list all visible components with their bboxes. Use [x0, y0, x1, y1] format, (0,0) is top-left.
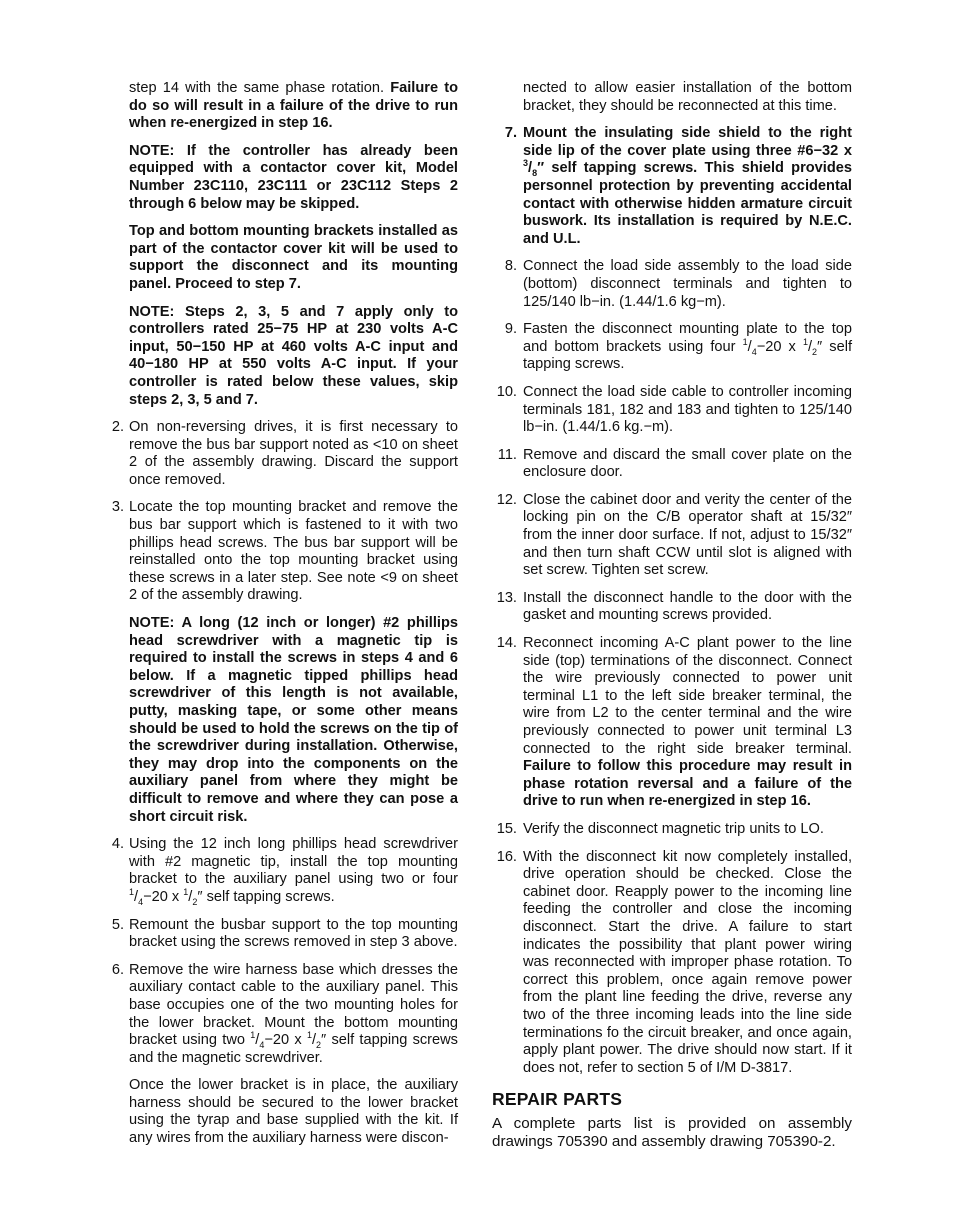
step-text: With the disconnect kit now completely installed, drive operation should be checked. Close the cabinet door. Reapply power to the incoming line feeding the controller and close the incoming disconnect. Start the drive. A failure to start indicates the possibility that plant power wiring was reconnected with improper phase rotation. To correct this problem, once again remove power from the plant line feeding the drive, reverse any two of the three incoming leads into the line side terminations fo the circuit breaker, and once again, apply plant power. The drive should now start. If it does not, refer to section 5 of I/M D-3817.: [523, 848, 852, 1076]
step-5: [106, 917, 458, 952]
step-text: Close the cabinet door and verity the center of the locking pin on the C/B operator shaft at 15/32″ from the inner door surface. If not, adjust to 15/32″ and then turn shaft CCW until slot is aligned with set screw. Tighten set screw.: [523, 491, 852, 579]
step-14: 14. Reconnect incoming A-C plant power to the line side (top) terminations of the disconnect. Connect the wire previously connected to power unit terminal L1 to the left side breaker terminal, the wire from L2 to the center terminal and the wire previously connected to power unit terminal L3 connected to the right side breaker terminal. Failure to follow this procedure may result in phase rotation reversal and a failure of the drive to run when re-energized in step 16.: [492, 635, 852, 811]
note-ratings: NOTE: Steps 2, 3, 5 and 7 apply only to controllers rated 25−75 HP at 230 volts A-C input, 50−150 HP at 460 volts A-C input and 40−180 HP at 550 volts A-C input. If your controller is rated below these values, skip steps 2, 3, 5 and 7.: [129, 303, 458, 408]
step-6: 6. Remove the wire harness base which dresses the auxiliary contact cable to the auxiliary panel. This base occupies one of the two mounting holes for the lower bracket. Mount the bottom mounting bracket using two $^1/_4-20$ x $^1/_2''$ self tapping screws and the magnetic screwdriver.: [106, 962, 458, 1068]
step-7: 7. Mount the insulating side shield to the right side lip of the cover plate using three #6−32 x $^3/_8''$ self tapping screws. This shield provides personnel protection by preventing accidental contact with otherwise hidden armature circuit buswork. Its installation is required by N.E.C. and U.L.: [492, 125, 852, 248]
step-9: 9. Fasten the disconnect mounting plate to the top and bottom brackets using four $^1/_4-20$ x $^1/_2''$ self tapping screws.: [492, 321, 852, 374]
step-number: 3.: [111, 499, 124, 516]
step-number: 14.: [496, 635, 517, 652]
repair-parts-heading: REPAIR PARTS: [492, 1089, 623, 1110]
step-8: [492, 258, 852, 311]
step-number: 4.: [111, 836, 124, 853]
step-number: 7.: [504, 125, 517, 142]
repair-parts-text: A complete parts list is provided on assembly drawings 705390 and assembly drawing 705390-2.: [492, 1114, 852, 1151]
step-10: [492, 384, 852, 437]
step-number: 10.: [496, 383, 517, 400]
step-number: 6.: [111, 961, 124, 978]
step-13: [492, 590, 852, 625]
step-12: [492, 492, 852, 580]
note-screwdriver: NOTE: A long (12 inch or longer) #2 phillips head screwdriver with a magnetic tip is required to install the screws in steps 4 and 6 below. If a magnetic tipped phillips head screwdriver of this length is not available, putty, masking tape, or some other means should be used to hold the screws on the tip of the screwdriver during installation. Otherwise, they may drop into the components on the auxiliary panel from where they might be difficult to remove and where they can pose a short circuit risk.: [129, 615, 458, 825]
step-16: [492, 849, 852, 1078]
step-number: 15.: [496, 820, 517, 837]
step-text: Connect the load side cable to controller incoming terminals 181, 182 and 183 and tighten to 125/140 lb−in. (1.44/1.6 kg.−m).: [523, 383, 852, 436]
step-3: [106, 499, 458, 605]
note-contactor-kit: NOTE: If the controller has already been equipped with a contactor cover kit, Model Number 23C110, 23C111 or 23C112 Steps 2 through 6 below may be skipped.: [129, 142, 458, 212]
step-number: 13.: [496, 589, 517, 606]
intro-paragraph: step 14 with the same phase rotation. Failure to do so will result in a failure of the drive to run when re-energized in step 16.: [129, 80, 458, 132]
step-text: Connect the load side assembly to the load side (bottom) disconnect terminals and tighten to 125/140 lb−in. (1.44/1.6 kg−m).: [523, 258, 852, 310]
step-text: Locate the top mounting bracket and remove the bus bar support which is fastened to it with two phillips head screws. The bus bar support will be reinstalled onto the top mounting bracket using these screws in a later step. See note <9 on sheet 2 of the assembly drawing.: [129, 499, 458, 604]
step-6-continued: nected to allow easier installation of the bottom bracket, they should be reconnected at this time.: [523, 80, 852, 114]
step-11: [492, 447, 852, 482]
step-text: Verify the disconnect magnetic trip units to LO.: [523, 820, 824, 837]
step-number: 12.: [496, 491, 517, 508]
step-number: 16.: [496, 848, 517, 865]
step-text: Remove and discard the small cover plate on the enclosure door.: [523, 446, 852, 481]
step-number: 5.: [111, 916, 124, 933]
step-15: [492, 821, 852, 839]
step-number: 2.: [111, 419, 124, 436]
right-column: [492, 80, 852, 1152]
step-2: [106, 419, 458, 489]
brackets-paragraph: Top and bottom mounting brackets installed as part of the contactor cover kit will be used to support the disconnect and its mounting panel. Proceed to step 7.: [129, 223, 458, 292]
step-number: 9.: [504, 321, 517, 338]
step-text: Install the disconnect handle to the door with the gasket and mounting screws provided.: [523, 589, 852, 624]
step-6-continuation: Once the lower bracket is in place, the auxiliary harness should be secured to the lower bracket using the tyrap and base supplied with the kit. If any wires from the auxiliary harness were discon-: [129, 1077, 458, 1147]
step-text: Remount the busbar support to the top mounting bracket using the screws removed in step 3 above.: [129, 916, 458, 951]
step-4: 4. Using the 12 inch long phillips head screwdriver with #2 magnetic tip, install the top mounting bracket to the auxiliary panel using two or four $^1/_4-20$ x $^1/_2''$ self tapping screws.: [106, 836, 458, 906]
step-number: 11.: [497, 446, 517, 463]
step-number: 8.: [504, 258, 517, 275]
left-column: [106, 80, 458, 1148]
step-text: On non-reversing drives, it is first necessary to remove the bus bar support noted as <10 on sheet 2 of the assembly drawing. Discard the support once removed.: [129, 419, 458, 488]
